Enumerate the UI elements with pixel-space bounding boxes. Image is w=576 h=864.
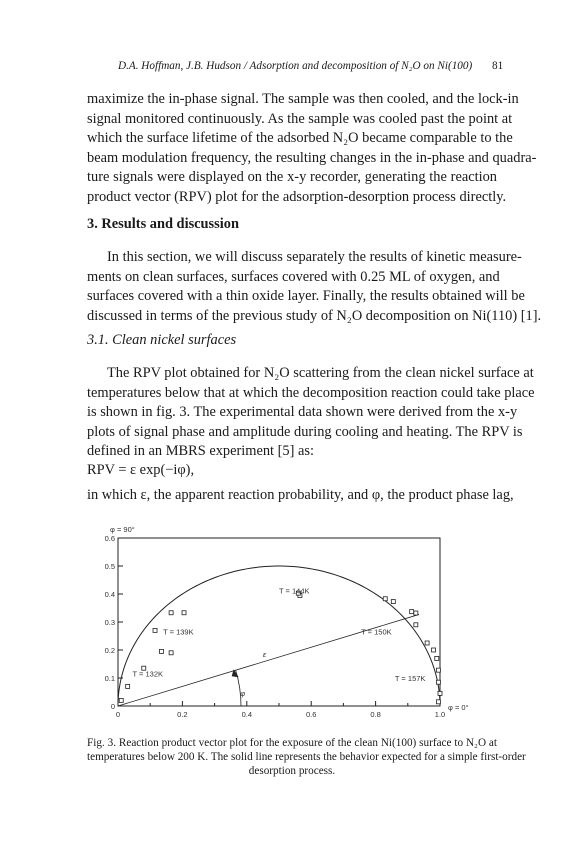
data-point <box>119 698 123 702</box>
caption-line: temperatures below 200 K. The solid line represents the behavior expected for a simple first-order <box>87 751 526 763</box>
epsilon-label: ε <box>262 650 267 659</box>
phi-90-label: φ = 90° <box>110 525 135 534</box>
data-point <box>436 668 440 672</box>
text-line: ture signals were displayed on the x-y recorder, generating the reaction <box>87 169 497 185</box>
data-point <box>436 680 440 684</box>
rpv-chart <box>82 516 469 728</box>
text-line: defined in an MBRS experiment [5] as: <box>87 443 315 459</box>
data-point <box>436 700 440 704</box>
x-tick-label: 0.8 <box>370 710 381 719</box>
x-tick-label: 0.4 <box>241 710 253 719</box>
running-header <box>0 60 576 78</box>
text-line: ments on clean surfaces, surfaces covered with 0.25 ML of oxygen, and <box>87 268 500 285</box>
caption-line: desorption process. <box>248 765 336 777</box>
running-title: D.A. Hoffman, J.B. Hudson / Adsorption and decomposition of N₂O on Ni(100) <box>118 60 473 72</box>
text-line: maximize the in-phase signal. The sample was then cooled, and the lock-in <box>87 91 519 107</box>
data-point <box>414 623 418 627</box>
x-tick-label: 0.2 <box>177 710 188 719</box>
caption-line: Fig. 3. Reaction product vector plot for the exposure of the clean Ni(100) surface to N₂O at <box>87 737 497 749</box>
text-line: is shown in fig. 3. The experimental data shown were derived from the x-y <box>87 404 518 420</box>
chart-axes <box>105 525 469 719</box>
y-tick-label: 0.4 <box>104 590 115 599</box>
data-point <box>169 611 173 615</box>
paragraph-method <box>87 90 537 207</box>
data-point <box>169 651 173 655</box>
x-tick-label: 1.0 <box>434 710 446 719</box>
text-line: beam modulation frequency, the resulting changes in the in-phase and quadra- <box>87 149 537 166</box>
data-point <box>438 691 442 695</box>
y-tick-label: 0.1 <box>104 674 115 683</box>
text-line: plots of signal phase and amplitude during cooling and heating. The RPV is <box>87 423 523 440</box>
plot-frame <box>118 538 440 706</box>
temp-label-157k: T = 157K <box>394 673 426 683</box>
data-point <box>435 656 439 660</box>
text-line: temperatures below that at which the decomposition reaction could take place <box>87 384 535 401</box>
data-point <box>391 600 395 604</box>
y-tick-label: 0.6 <box>104 534 115 543</box>
equation-rpv: RPV = ε exp(−iφ), <box>87 462 195 478</box>
data-point <box>425 641 429 645</box>
paragraph-intro <box>87 248 542 326</box>
data-point <box>414 611 418 615</box>
section-heading: 3. Results and discussion <box>87 216 239 232</box>
data-point <box>159 649 163 653</box>
text-line: surfaces covered with a thin oxide layer. Finally, the results obtained will be <box>87 288 525 304</box>
x-tick-label: 0.6 <box>305 710 317 719</box>
y-tick-label: 0.3 <box>104 618 115 627</box>
data-point <box>432 648 436 652</box>
data-point <box>410 610 414 614</box>
data-point <box>383 597 387 601</box>
x-tick-label: 0 <box>115 710 121 719</box>
text-line: discussed in terms of the previous study of N₂O decomposition on Ni(110) [1]. <box>87 307 542 324</box>
subsection-heading: 3.1. Clean nickel surfaces <box>87 332 237 348</box>
text-line: which the surface lifetime of the adsorbed N₂O became comparable to the <box>87 130 513 146</box>
data-point <box>126 684 130 688</box>
annotations-group <box>132 586 425 698</box>
paragraph-clean-surfaces <box>87 364 535 462</box>
paragraph-definition <box>87 486 514 506</box>
temp-label-132k: T = 132K <box>132 669 164 679</box>
y-tick-label: 0 <box>110 702 115 711</box>
temp-label-150k: T = 150K <box>361 627 392 637</box>
y-tick-label: 0.5 <box>104 562 115 571</box>
text-line: In this section, we will discuss separately the results of kinetic measure- <box>107 249 522 265</box>
data-point <box>182 611 186 615</box>
temp-label-144k: T = 144K <box>279 586 310 596</box>
figure-caption <box>87 736 526 778</box>
text-line: signal monitored continuously. As the sample was cooled past the point at <box>87 110 513 127</box>
text-line: in which ε, the apparent reaction probability, and φ, the product phase lag, <box>87 487 514 503</box>
text-line: The RPV plot obtained for N₂O scattering from the clean nickel surface at <box>107 365 534 381</box>
phi-label: φ <box>240 689 246 699</box>
phi-0-label: φ = 0° <box>448 703 469 712</box>
temp-label-139k: T = 139K <box>163 627 194 637</box>
y-tick-label: 0.2 <box>104 646 115 655</box>
page-number: 81 <box>492 60 504 72</box>
data-point <box>153 628 157 632</box>
text-line: product vector (RPV) plot for the adsorption-desorption process directly. <box>87 188 507 205</box>
